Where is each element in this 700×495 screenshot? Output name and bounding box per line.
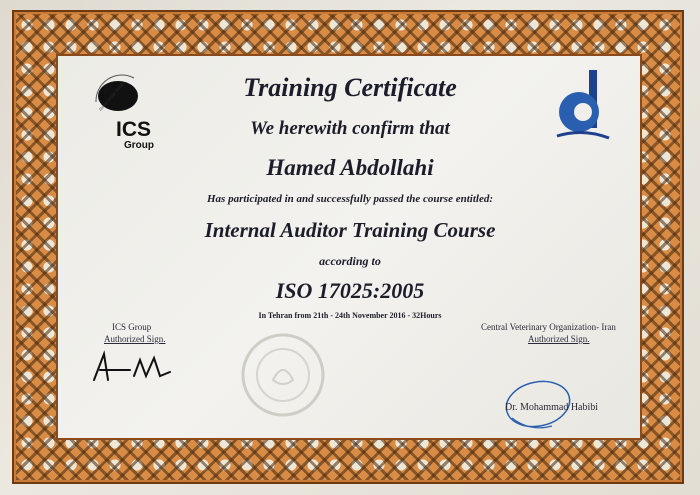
according-to-line: according to	[319, 254, 381, 268]
seal-inner-ring	[257, 349, 309, 401]
ics-logo-text: ICS	[116, 118, 152, 141]
seal-emblem	[273, 370, 293, 384]
iso-standard: ISO 17025:2005	[275, 278, 425, 303]
left-signatory-role: Authorized Sign.	[104, 334, 166, 344]
left-signature	[90, 346, 180, 386]
participation-line: Has participated in and successfully passed the course entitled:	[207, 193, 493, 205]
confirm-line: We herewith confirm that	[250, 118, 450, 139]
left-signatory-org: ICS Group	[112, 322, 152, 332]
embossed-seal	[238, 330, 328, 420]
right-signatory-role: Authorized Sign.	[528, 334, 590, 344]
ics-logo-ring-text: Group Group Group	[97, 81, 125, 112]
right-signatory-org: Central Veterinary Organization- Iran	[481, 322, 616, 332]
recipient-name: Hamed Abdollahi	[266, 155, 434, 180]
certificate-title: Training Certificate	[243, 73, 457, 102]
course-title: Internal Auditor Training Course	[204, 218, 496, 242]
course-dates: In Tehran from 21th - 24th November 2016 - 32Hours	[258, 311, 442, 320]
right-signatory-name: Dr. Mohammad Habibi	[505, 402, 599, 413]
left-signature-stroke	[94, 354, 170, 380]
seal-outer-ring	[243, 335, 323, 415]
ics-logo-subtext: Group	[124, 140, 154, 151]
